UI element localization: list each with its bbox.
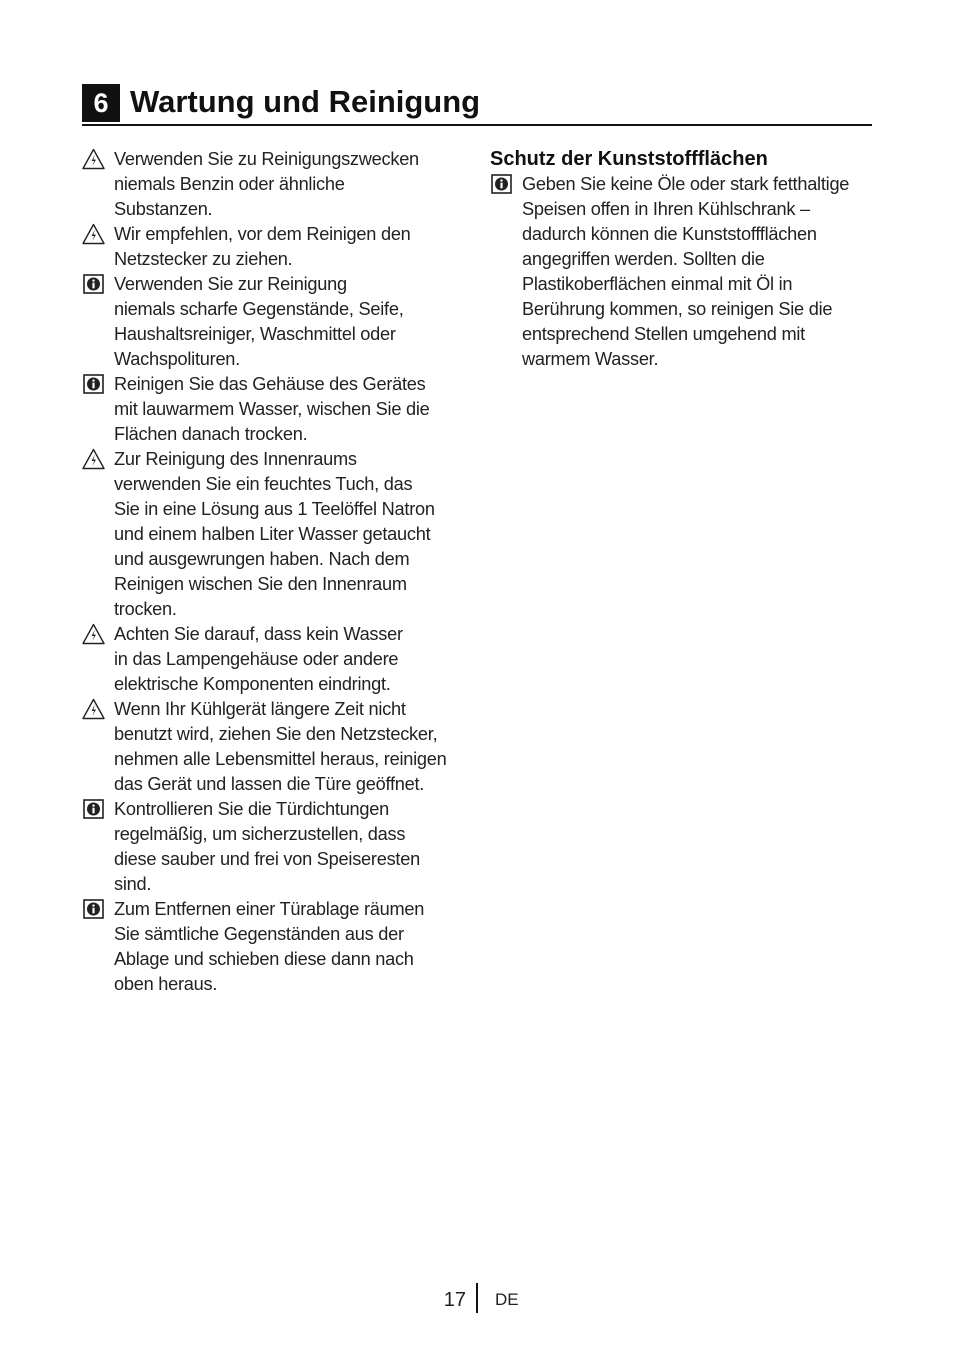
warning-icon [82, 623, 105, 645]
chapter-title: Wartung und Reinigung [130, 84, 481, 119]
info-icon [82, 273, 105, 295]
note-item [82, 797, 472, 897]
language-code: DE [495, 1290, 519, 1309]
info-icon [82, 898, 105, 920]
note-text: Achten Sie darauf, dass kein Wasser in das Lampengehäuse oder andere elektrische Komponenten eindringt. [114, 624, 403, 694]
note-text: Reinigen Sie das Gehäuse des Gerätes mit lauwarmem Wasser, wischen Sie die Flächen danach trocken. [114, 374, 430, 444]
note-item [82, 147, 472, 222]
note-text: Zum Entfernen einer Türablage räumen Sie sämtliche Gegenständen aus der Ablage und schieben diese dann nach oben heraus. [114, 899, 425, 994]
warning-icon [82, 223, 105, 245]
section-heading: Schutz der Kunststoffflächen [490, 148, 768, 170]
note-text: Verwenden Sie zur Reinigung niemals scharfe Gegenstände, Seife, Haushaltsreiniger, Waschmittel oder Wachspolituren. [114, 274, 404, 369]
note-item [82, 447, 472, 622]
note-item [82, 372, 472, 447]
note-item [82, 897, 472, 997]
note-item [490, 172, 875, 372]
note-item [82, 222, 472, 272]
info-icon [82, 798, 105, 820]
info-icon [490, 173, 513, 195]
note-text: Wir empfehlen, vor dem Reinigen den Netzstecker zu ziehen. [114, 224, 411, 269]
note-text: Wenn Ihr Kühlgerät längere Zeit nicht benutzt wird, ziehen Sie den Netzstecker, nehmen alle Lebensmittel heraus, reinigen das Gerät und lassen die Türe geöffnet. [114, 699, 447, 794]
warning-icon [82, 448, 105, 470]
warning-icon [82, 148, 105, 170]
note-text: Kontrollieren Sie die Türdichtungen regelmäßig, um sicherzustellen, dass diese sauber und frei von Speiseresten sind. [114, 799, 420, 894]
warning-icon [82, 698, 105, 720]
note-text: Geben Sie keine Öle oder stark fetthaltige Speisen offen in Ihren Kühlschrank – dadurch können die Kunststoffflächen angegriffen werden. Sollten die Plastikoberflächen einmal mit Öl in Berührung kommen, so reinigen Sie die entsprechend Stellen umgehend mit warmem Wasser. [522, 174, 850, 369]
page-number: 17 [443, 1289, 466, 1311]
note-text: Verwenden Sie zu Reinigungszwecken niemals Benzin oder ähnliche Substanzen. [114, 149, 419, 219]
footer-divider [476, 1283, 478, 1313]
right-column [490, 147, 875, 372]
chapter-header [82, 84, 872, 126]
note-text: Zur Reinigung des Innenraums verwenden Sie ein feuchtes Tuch, das Sie in eine Lösung aus 1 Teelöffel Natron und einem halben Liter Wasser getaucht und ausgewrungen haben. Nach dem Reinigen wischen Sie den Innenraum trocken. [114, 449, 435, 619]
chapter-number: 6 [82, 84, 120, 122]
note-item [82, 697, 472, 797]
note-item [82, 622, 472, 697]
info-icon [82, 373, 105, 395]
left-column [82, 147, 472, 997]
note-item [82, 272, 472, 372]
